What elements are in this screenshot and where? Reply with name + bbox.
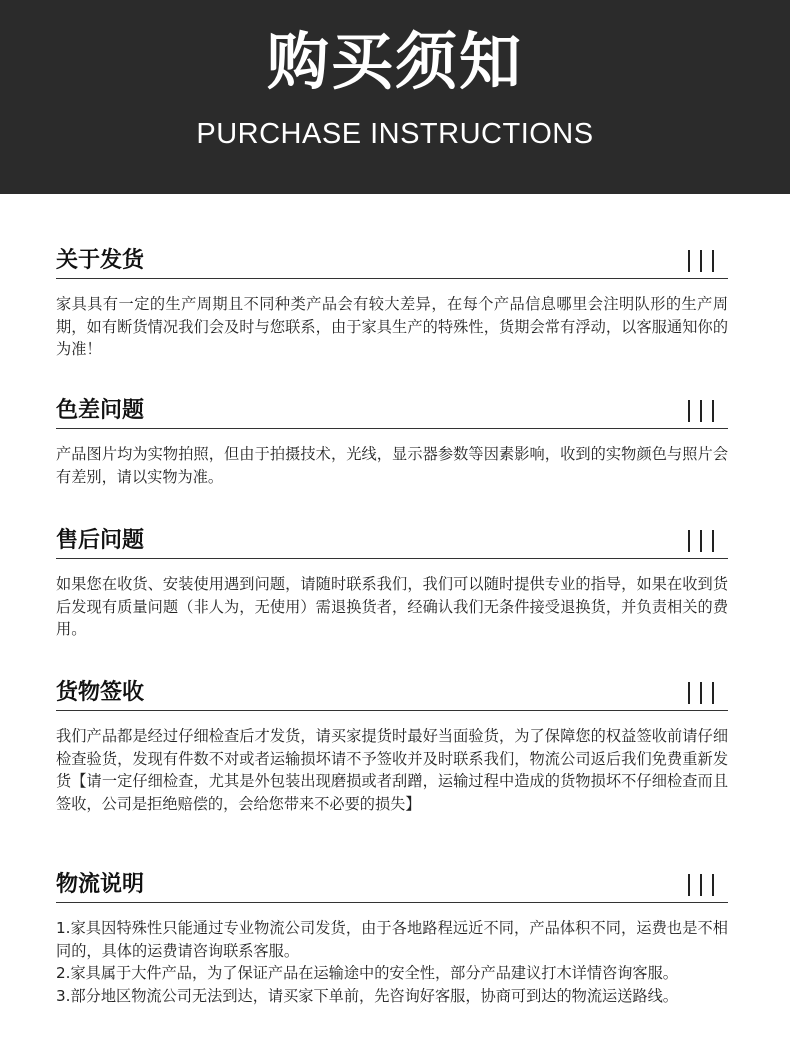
section-title: 货物签收 xyxy=(56,680,145,705)
section-color-difference xyxy=(56,396,728,488)
section-body xyxy=(56,725,728,815)
section-shipping xyxy=(56,246,728,361)
header-banner xyxy=(0,0,790,194)
section-title: 物流说明 xyxy=(56,872,145,897)
section-title: 色差问题 xyxy=(56,398,145,423)
section-title: 关于发货 xyxy=(56,248,145,273)
section-body xyxy=(56,917,728,1007)
section-paragraph: 我们产品都是经过仔细检查后才发货，请买家提货时最好当面验货，为了保障您的权益签收前请仔细检查验货，发现有件数不对或者运输损坏请不予签收并及时联系我们，物流公司返后我们免费重新发货【请一定仔细检查，尤其是外包装出现磨损或者刮蹭，运输过程中造成的货物损坏不仔细检查而且签收，公司是拒绝赔偿的，会给您带来不必要的损失】 xyxy=(56,727,728,813)
section-paragraph: 2.家具属于大件产品，为了保证产品在运输途中的安全性，部分产品建议打木详情咨询客服。 xyxy=(56,964,678,982)
section-header xyxy=(56,526,728,559)
page-title: 购买须知 xyxy=(266,25,523,98)
section-logistics xyxy=(56,870,728,1007)
section-header xyxy=(56,678,728,711)
section-body xyxy=(56,293,728,361)
section-header xyxy=(56,246,728,279)
three-bars-icon xyxy=(688,530,714,552)
section-goods-receipt xyxy=(56,678,728,815)
section-paragraph: 3.部分地区物流公司无法到达，请买家下单前，先咨询好客服，协商可到达的物流运送路线。 xyxy=(56,986,678,1005)
three-bars-icon xyxy=(688,400,714,422)
three-bars-icon xyxy=(688,250,714,272)
section-body xyxy=(56,573,728,641)
section-paragraph: 1.家具因特殊性只能通过专业物流公司发货，由于各地路程远近不同，产品体积不同，运费也是不相同的，具体的运费请咨询联系客服。 xyxy=(56,919,728,960)
section-header xyxy=(56,396,728,429)
section-paragraph: 家具具有一定的生产周期且不同种类产品会有较大差异，在每个产品信息哪里会注明队形的生产周期，如有断货情况我们会及时与您联系，由于家具生产的特殊性，货期会常有浮动，以客服通知你的为准！ xyxy=(56,295,728,358)
section-title: 售后问题 xyxy=(56,528,145,553)
page-subtitle: PURCHASE INSTRUCTIONS xyxy=(196,118,594,150)
section-body xyxy=(56,443,728,488)
section-header xyxy=(56,870,728,903)
three-bars-icon xyxy=(688,682,714,704)
section-after-sales xyxy=(56,526,728,641)
three-bars-icon xyxy=(688,874,714,896)
section-paragraph: 产品图片均为实物拍照，但由于拍摄技术，光线，显示器参数等因素影响，收到的实物颜色与照片会有差别，请以实物为准。 xyxy=(56,445,728,486)
section-paragraph: 如果您在收货、安装使用遇到问题，请随时联系我们，我们可以随时提供专业的指导，如果在收到货后发现有质量问题（非人为，无使用）需退换货者，经确认我们无条件接受退换货，并负责相关的费用。 xyxy=(56,575,728,638)
